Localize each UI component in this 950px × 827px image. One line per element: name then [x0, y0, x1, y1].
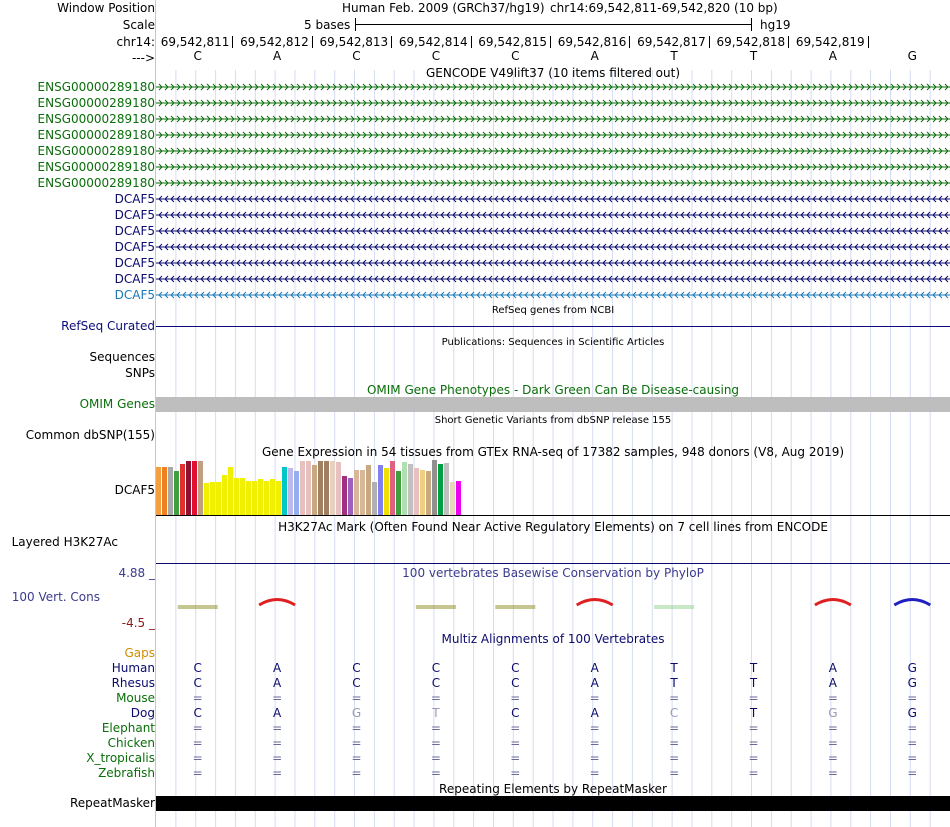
gtex-tissue-bar[interactable] — [204, 483, 209, 515]
scale-text: 5 bases — [304, 18, 351, 32]
alignment-base: = — [907, 736, 918, 750]
alignment-base: A — [272, 661, 282, 675]
gene-plus-strand[interactable] — [156, 148, 950, 154]
alignment-base: = — [510, 691, 521, 705]
alignment-base: = — [827, 751, 838, 765]
gene-minus-strand[interactable] — [156, 228, 950, 234]
alignment-base: = — [272, 721, 283, 735]
refseq-label[interactable]: RefSeq Curated — [61, 319, 155, 333]
gtex-tissue-bar[interactable] — [348, 478, 353, 515]
gtex-tissue-bar[interactable] — [444, 463, 449, 515]
snps-label[interactable]: SNPs — [125, 366, 155, 380]
alignment-base: A — [590, 676, 599, 690]
gtex-tissue-bar[interactable] — [372, 482, 377, 515]
gtex-tissue-bar[interactable] — [306, 461, 311, 515]
phylop-base-glyph — [815, 600, 851, 606]
gencode-gene-label[interactable]: ENSG00000289180 — [37, 160, 155, 174]
gene-plus-strand[interactable] — [156, 116, 950, 122]
gtex-tissue-bar[interactable] — [180, 464, 185, 515]
gtex-tissue-bar[interactable] — [396, 471, 401, 515]
alignment-base: = — [907, 721, 918, 735]
dcaf5-gene-label[interactable]: DCAF5 — [114, 272, 155, 286]
alignment-base: C — [193, 706, 202, 720]
alignment-base: A — [828, 676, 837, 690]
gtex-tissue-bar[interactable] — [402, 462, 407, 515]
gtex-tissue-bar[interactable] — [312, 465, 317, 515]
gtex-tissue-bar[interactable] — [366, 465, 371, 515]
gtex-tissue-bar[interactable] — [270, 479, 275, 515]
alignment-base: = — [192, 721, 203, 735]
gtex-tissue-bar[interactable] — [378, 465, 383, 515]
gene-plus-strand[interactable] — [156, 84, 950, 90]
gaps-label: Gaps — [124, 646, 155, 660]
alignment-base: C — [511, 661, 520, 675]
gene-minus-strand[interactable] — [156, 244, 950, 250]
gtex-tissue-bar[interactable] — [420, 470, 425, 515]
gtex-tissue-bar[interactable] — [156, 467, 161, 515]
alignment-base: = — [430, 691, 441, 705]
reference-base: T — [670, 49, 678, 63]
coordinate-label: 69,542,812 — [240, 35, 309, 49]
gene-track[interactable] — [156, 0, 950, 300]
omim-label[interactable]: OMIM Genes — [79, 397, 155, 411]
alignment-base: C — [431, 676, 441, 690]
publications-title: Publications: Sequences in Scientific Articles — [441, 337, 665, 348]
alignment-base: = — [192, 751, 203, 765]
gtex-tissue-bar[interactable] — [186, 461, 191, 515]
species-label: Mouse — [116, 691, 155, 705]
gtex-label[interactable]: DCAF5 — [114, 483, 155, 497]
gtex-tissue-bar[interactable] — [264, 481, 269, 515]
gene-plus-strand[interactable] — [156, 100, 950, 106]
alignment-base: = — [192, 736, 203, 750]
alignment-base: = — [589, 721, 600, 735]
alignment-base: = — [430, 766, 441, 780]
alignment-base: = — [510, 751, 521, 765]
alignment-base: = — [669, 736, 680, 750]
scale-label: Scale — [122, 18, 155, 32]
gtex-tissue-bar[interactable] — [456, 481, 461, 515]
gencode-gene-label[interactable]: ENSG00000289180 — [37, 176, 155, 190]
gene-minus-strand[interactable] — [156, 260, 950, 266]
dcaf5-gene-label[interactable]: DCAF5 — [114, 288, 155, 302]
gtex-tissue-bar[interactable] — [234, 478, 239, 515]
alignment-base: A — [590, 706, 599, 720]
phylop-title: 100 vertebrates Basewise Conservation by PhyloP — [402, 566, 704, 580]
gtex-tissue-bar[interactable] — [330, 461, 335, 515]
gtex-tissue-bar[interactable] — [432, 460, 437, 515]
gencode-title: GENCODE V49lift37 (10 items filtered out) — [425, 66, 680, 80]
alignment-base: = — [351, 751, 362, 765]
strand-label: ---> — [131, 51, 155, 65]
alignment-base: = — [907, 751, 918, 765]
sequences-label[interactable]: Sequences — [89, 350, 155, 364]
alignment-base: A — [272, 676, 282, 690]
phylop-base-glyph — [416, 606, 456, 608]
species-label: Elephant — [101, 721, 155, 735]
gtex-tissue-bar[interactable] — [174, 471, 179, 515]
repeatmasker-label[interactable]: RepeatMasker — [69, 796, 155, 810]
alignment-base: = — [510, 721, 521, 735]
alignment-base: C — [193, 676, 202, 690]
alignment-base: = — [272, 751, 283, 765]
alignment-base: = — [748, 691, 759, 705]
alignment-base: = — [827, 766, 838, 780]
reference-base: C — [431, 49, 441, 63]
gtex-tissue-bar[interactable] — [318, 461, 323, 515]
gtex-tissue-bar[interactable] — [246, 481, 251, 515]
alignment-base: = — [430, 751, 441, 765]
gtex-tissue-bar[interactable] — [336, 462, 341, 515]
dcaf5-gene-label[interactable]: DCAF5 — [114, 192, 155, 206]
gtex-tissue-bar[interactable] — [390, 461, 395, 515]
alignment-base: = — [510, 766, 521, 780]
phylop-min-label: -4.5 _ — [121, 616, 155, 630]
dcaf5-gene-label[interactable]: DCAF5 — [114, 224, 155, 238]
alignment-base: = — [589, 766, 600, 780]
alignment-base: = — [748, 736, 759, 750]
gtex-tissue-bar[interactable] — [438, 464, 443, 515]
reference-base: C — [352, 49, 361, 63]
gtex-baseline — [156, 515, 950, 516]
gtex-tissue-bar[interactable] — [228, 467, 233, 515]
dcaf5-gene-label[interactable]: DCAF5 — [114, 208, 155, 222]
position-title: chr14:69,542,811-69,542,820 (10 bp) — [550, 1, 778, 15]
omim-bar[interactable] — [156, 397, 950, 412]
alignment-base: = — [589, 691, 600, 705]
coordinate-label: 69,542,815 — [478, 35, 547, 49]
repeatmasker-title: Repeating Elements by RepeatMasker — [439, 782, 667, 796]
alignment-base: = — [669, 766, 680, 780]
coordinate-label: 69,542,818 — [716, 35, 786, 49]
alignment-base: G — [907, 706, 917, 720]
alignment-base: A — [828, 661, 837, 675]
alignment-base: T — [749, 676, 758, 690]
gtex-tissue-bar[interactable] — [300, 461, 305, 515]
alignment-base: C — [431, 661, 441, 675]
chrom-label: chr14: — [116, 35, 155, 49]
alignment-base: = — [192, 691, 203, 705]
coordinate-label: 69,542,813 — [319, 35, 389, 49]
gene-minus-strand[interactable] — [156, 292, 950, 298]
alignment-base: = — [430, 721, 441, 735]
gene-plus-strand[interactable] — [156, 132, 950, 138]
alignment-base: C — [511, 706, 520, 720]
alignment-base: T — [749, 706, 758, 720]
dbsnp-label[interactable]: Common dbSNP(155) — [25, 428, 155, 442]
alignment-base: = — [907, 766, 918, 780]
species-label: Zebrafish — [98, 766, 155, 780]
gtex-bar-chart[interactable] — [156, 460, 950, 515]
alignment-base: C — [669, 706, 679, 720]
alignment-base: = — [827, 691, 838, 705]
alignment-base: T — [749, 661, 758, 675]
coordinate-label: 69,542,816 — [557, 35, 627, 49]
alignment-base: T — [670, 676, 678, 690]
track-image[interactable] — [156, 0, 950, 827]
alignment-base: = — [669, 751, 680, 765]
reference-base: A — [272, 49, 282, 63]
gtex-tissue-bar[interactable] — [192, 461, 197, 515]
species-label: Dog — [130, 706, 155, 720]
coordinate-label: 69,542,811 — [160, 35, 230, 49]
refseq-title: RefSeq genes from NCBI — [491, 305, 615, 316]
gencode-gene-label[interactable]: ENSG00000289180 — [37, 128, 155, 142]
alignment-base: G — [828, 706, 838, 720]
alignment-base: = — [669, 691, 680, 705]
alignment-base: T — [670, 661, 678, 675]
species-label: X_tropicalis — [86, 751, 155, 765]
alignment-base: = — [748, 766, 759, 780]
phylop-base-glyph — [577, 600, 613, 606]
gtex-tissue-bar[interactable] — [258, 479, 263, 515]
phylop-base-glyph — [259, 600, 295, 606]
dcaf5-gene-label[interactable]: DCAF5 — [114, 256, 155, 270]
alignment-base: A — [272, 706, 282, 720]
alignment-base: C — [511, 676, 520, 690]
window-position-label: Window Position — [57, 1, 155, 15]
refseq-line[interactable] — [156, 326, 950, 327]
gtex-tissue-bar[interactable] — [360, 470, 365, 515]
alignment-base: = — [351, 736, 362, 750]
phylop-base-glyph — [495, 606, 535, 608]
gene-minus-strand[interactable] — [156, 212, 950, 218]
h3k27ac-line[interactable] — [156, 563, 950, 564]
alignment-base: = — [827, 721, 838, 735]
reference-base: C — [193, 49, 202, 63]
gtex-tissue-bar[interactable] — [450, 482, 455, 515]
repeatmasker-bar[interactable] — [156, 796, 950, 811]
gencode-gene-label[interactable]: ENSG00000289180 — [37, 80, 155, 94]
phylop-max-label: 4.88 _ — [118, 566, 155, 580]
alignment-base: = — [589, 736, 600, 750]
alignment-base: = — [351, 721, 362, 735]
gene-plus-strand[interactable] — [156, 180, 950, 186]
gtex-tissue-bar[interactable] — [288, 468, 293, 515]
gtex-tissue-bar[interactable] — [354, 470, 359, 515]
gtex-tissue-bar[interactable] — [324, 461, 329, 515]
h3k27ac-label[interactable]: Layered H3K27Ac — [11, 535, 118, 549]
alignment-base: = — [510, 736, 521, 750]
gtex-tissue-bar[interactable] — [414, 468, 419, 515]
gtex-tissue-bar[interactable] — [408, 464, 413, 515]
gtex-tissue-bar[interactable] — [252, 481, 257, 515]
coordinate-label: 69,542,814 — [398, 35, 468, 49]
reference-base: A — [828, 49, 837, 63]
reference-base: G — [907, 49, 917, 63]
reference-base: T — [749, 49, 758, 63]
gene-minus-strand[interactable] — [156, 196, 950, 202]
scale-db: hg19 — [760, 18, 791, 32]
alignment-base: G — [351, 706, 362, 720]
alignment-base: = — [589, 751, 600, 765]
alignment-base: G — [907, 661, 917, 675]
track-labels — [0, 0, 155, 827]
alignment-base: = — [748, 751, 759, 765]
alignment-base: = — [192, 766, 203, 780]
phylop-base-glyph — [178, 606, 218, 608]
gtex-tissue-bar[interactable] — [168, 467, 173, 515]
alignment-base: = — [827, 736, 838, 750]
alignment-base: = — [272, 691, 283, 705]
gtex-tissue-bar[interactable] — [342, 476, 347, 515]
alignment-base: A — [590, 661, 599, 675]
phylop-base-glyph — [654, 606, 694, 608]
gencode-gene-label[interactable]: ENSG00000289180 — [37, 144, 155, 158]
phylop-name-label[interactable]: 100 Vert. Cons — [11, 590, 100, 604]
omim-title: OMIM Gene Phenotypes - Dark Green Can Be Disease-causing — [366, 383, 740, 397]
alignment-base: = — [351, 691, 362, 705]
gencode-gene-label[interactable]: ENSG00000289180 — [37, 112, 155, 126]
phylop-track[interactable] — [156, 586, 950, 626]
gtex-tissue-bar[interactable] — [426, 471, 431, 515]
alignment-base: = — [907, 691, 918, 705]
assembly-title: Human Feb. 2009 (GRCh37/hg19) — [342, 1, 545, 15]
alignment-base: G — [907, 676, 917, 690]
gtex-tissue-bar[interactable] — [216, 482, 221, 515]
gtex-tissue-bar[interactable] — [240, 478, 245, 515]
gtex-title: Gene Expression in 54 tissues from GTEx RNA-seq of 17382 samples, 948 donors (V8, Aug 2019) — [261, 445, 845, 459]
gtex-tissue-bar[interactable] — [294, 471, 299, 515]
alignment-base: C — [352, 661, 361, 675]
alignment-base: = — [272, 766, 283, 780]
gtex-tissue-bar[interactable] — [162, 467, 167, 515]
alignment-base: T — [432, 706, 440, 720]
alignment-base: = — [430, 736, 441, 750]
h3k27ac-title: H3K27Ac Mark (Often Found Near Active Regulatory Elements) on 7 cell lines from ENCODE — [278, 520, 828, 534]
alignment-base: = — [669, 721, 680, 735]
gene-minus-strand[interactable] — [156, 276, 950, 282]
alignment-base: C — [193, 661, 202, 675]
dcaf5-gene-label[interactable]: DCAF5 — [114, 240, 155, 254]
gtex-tissue-bar[interactable] — [276, 481, 281, 515]
gtex-tissue-bar[interactable] — [282, 467, 287, 515]
gtex-tissue-bar[interactable] — [198, 461, 203, 515]
reference-base: A — [590, 49, 599, 63]
gtex-tissue-bar[interactable] — [222, 475, 227, 515]
multiz-title: Multiz Alignments of 100 Vertebrates — [441, 632, 665, 646]
reference-base: C — [511, 49, 520, 63]
alignment-base: = — [748, 721, 759, 735]
gencode-gene-label[interactable]: ENSG00000289180 — [37, 96, 155, 110]
coordinate-label: 69,542,819 — [795, 35, 865, 49]
gtex-tissue-bar[interactable] — [210, 482, 215, 515]
phylop-base-glyph — [894, 600, 930, 606]
gtex-tissue-bar[interactable] — [384, 468, 389, 515]
dbsnp-title: Short Genetic Variants from dbSNP release 155 — [434, 415, 672, 426]
species-label: Rhesus — [111, 676, 155, 690]
alignment-base: = — [351, 766, 362, 780]
species-label: Human — [111, 661, 155, 675]
gene-plus-strand[interactable] — [156, 164, 950, 170]
alignment-base: = — [272, 736, 283, 750]
species-label: Chicken — [107, 736, 155, 750]
coordinate-label: 69,542,817 — [637, 35, 706, 49]
alignment-base: C — [352, 676, 361, 690]
